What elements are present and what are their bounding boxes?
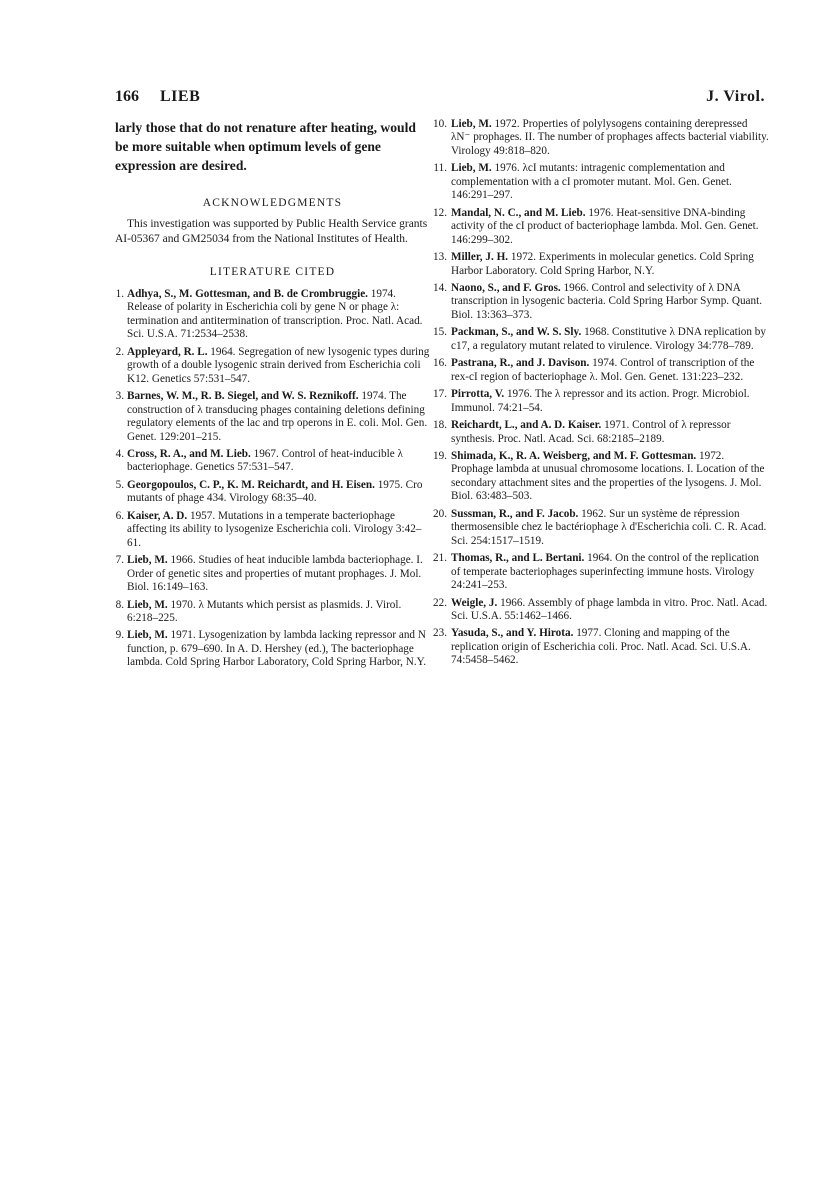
acknowledgments-heading: ACKNOWLEDGMENTS — [202, 197, 343, 209]
reference-authors: Sussman, R., and F. Jacob. — [451, 507, 579, 520]
reference-number: 16. — [433, 357, 447, 370]
journal-name: J. Virol. — [706, 88, 765, 105]
reference-details: 1972. Prophage lambda at unusual chromosome locations. I. Location of the secondary attachment sites and the properties of the lysogens. J. Mol. Biol. 63:483–503. — [451, 449, 765, 503]
reference-number: 10. — [433, 118, 447, 130]
reference-authors: Reichardt, L., and A. D. Kaiser. — [451, 419, 602, 432]
reference-details: 1966. Control and selectivity of λ DNA transcription in lysogenic bacteria. Cold Spring Harbor Symp. Quant. Biol. 13:363–373. — [451, 281, 763, 321]
reference-number: 12. — [433, 206, 447, 219]
reference-details: 1957. Mutations in a temperate bacteriophage affecting its ability to lysogenize Escherichia coli. Virology 3:42–61. — [127, 509, 422, 549]
reference-item — [433, 596, 769, 624]
reference-authors: Mandal, N. C., and M. Lieb. — [451, 206, 586, 219]
reference-item — [433, 552, 769, 592]
reference-authors: Pirrotta, V. — [451, 388, 505, 401]
reference-details: 1964. Segregation of new lysogenic types during growth of a double lysogenic strain derived from Escherichia coli K12. Genetics 57:531–547. — [127, 345, 430, 385]
reference-item — [115, 288, 430, 342]
reference-details: 1968. Constitutive λ DNA replication by c17, a regulatory mutant related to virulence. Virology 34:778–789. — [451, 326, 766, 352]
reference-authors: Lieb, M. — [127, 629, 168, 642]
reference-number: 20. — [433, 507, 447, 520]
reference-details: 1976. Heat-sensitive DNA-binding activity of the cI product of bacteriophage lambda. Mol. Gen. Genet. 146:299–302. — [451, 206, 759, 246]
reference-authors: Yasuda, S., and Y. Hirota. — [451, 627, 574, 640]
reference-authors: Adhya, S., M. Gottesman, and B. de Crombruggie. — [127, 288, 368, 300]
reference-number: 9. — [115, 629, 124, 642]
reference-authors: Lieb, M. — [451, 162, 492, 175]
reference-number: 17. — [433, 388, 447, 401]
reference-details: 1967. Control of heat-inducible λ bacteriophage. Genetics 57:531–547. — [127, 447, 403, 474]
reference-details: 1966. Assembly of phage lambda in vitro. Proc. Natl. Acad. Sci. U.S.A. 55:1462–1466. — [451, 596, 768, 622]
reference-number: 4. — [115, 447, 124, 460]
reference-authors: Thomas, R., and L. Bertani. — [451, 552, 585, 565]
reference-number: 5. — [115, 478, 124, 491]
reference-number: 11. — [433, 162, 447, 175]
reference-details: 1962. Sur un système de répression thermosensible chez le bactériophage λ d'Escherichia coli. C. R. Acad. Sci. 254:1517–1519. — [451, 507, 767, 547]
reference-number: 2. — [115, 345, 124, 358]
reference-authors: Packman, S., and W. S. Sly. — [451, 326, 582, 339]
reference-number: 3. — [115, 390, 124, 403]
reference-item — [115, 346, 430, 386]
reference-authors: Pastrana, R., and J. Davison. — [451, 357, 590, 370]
reference-details: 1974. Control of transcription of the rex-cI region of bacteriophage λ. Mol. Gen. Genet. 131:223–232. — [451, 357, 755, 383]
reference-authors: Georgopoulos, C. P., K. M. Reichardt, and H. Eisen. — [127, 478, 375, 491]
running-author: LIEB — [160, 88, 201, 105]
page-header — [115, 88, 765, 112]
reference-details: 1976. The λ repressor and its action. Progr. Microbiol. Immunol. 74:21–54. — [451, 388, 750, 414]
reference-item — [433, 281, 769, 322]
reference-authors: Appleyard, R. L. — [127, 345, 208, 358]
reference-details: 1974. The construction of λ transducing phages containing deletions defining regulatory elements of the lac and trp operons in E. coli. Mol. Gen. Genet. 129:201–215. — [127, 390, 428, 443]
reference-details: 1972. Properties of polylysogens containing derepressed λN⁻ prophages. II. The number of prophages affects bacterial viability. Virology 49:818–820. — [451, 118, 769, 157]
page-number: 166 — [115, 88, 139, 105]
acknowledgments-text: This investigation was supported by Public Health Service grants AI-05367 and GM25034 from the National Institutes of Health. — [115, 218, 428, 245]
reference-details: 1970. λ Mutants which persist as plasmids. J. Virol. 6:218–225. — [127, 598, 402, 624]
reference-item — [433, 507, 769, 548]
reference-authors: Barnes, W. M., R. B. Siegel, and W. S. Reznikoff. — [127, 390, 359, 403]
reference-number: 21. — [433, 552, 447, 565]
literature-heading: LITERATURE CITED — [209, 266, 336, 278]
reference-authors: Kaiser, A. D. — [127, 509, 188, 522]
reference-number: 22. — [433, 596, 447, 609]
reference-number: 1. — [115, 288, 124, 300]
reference-details: 1971. Lysogenization by lambda lacking repressor and N function, p. 679–690. In A. D. Hershey (ed.), The bacteriophage lambda. Cold Spring Harbor Laboratory, Cold Spring Harbor, N.Y. — [127, 629, 427, 669]
reference-item — [433, 326, 769, 353]
left-column — [115, 118, 430, 674]
reference-number: 18. — [433, 419, 447, 432]
reference-number: 7. — [115, 554, 124, 567]
reference-item — [115, 629, 430, 669]
reference-item — [433, 388, 769, 415]
reference-authors: Lieb, M. — [127, 598, 168, 611]
reference-number: 14. — [433, 281, 447, 294]
reference-number: 23. — [433, 627, 447, 640]
reference-item — [433, 118, 769, 158]
reference-details: 1971. Control of λ repressor synthesis. Proc. Natl. Acad. Sci. 68:2185–2189. — [451, 419, 731, 445]
reference-number: 15. — [433, 326, 447, 339]
reference-list-right — [433, 118, 769, 668]
reference-details: 1972. Experiments in molecular genetics. Cold Spring Harbor Laboratory. Cold Spring Harbor, N.Y. — [451, 251, 754, 277]
reference-item — [433, 206, 769, 247]
reference-details: 1977. Cloning and mapping of the replication origin of Escherichia coli. Proc. Natl. Acad. Sci. U.S.A. 74:5458–5462. — [451, 627, 751, 667]
reference-item — [433, 357, 769, 384]
reference-authors: Lieb, M. — [127, 554, 168, 567]
reference-item — [115, 448, 430, 475]
reference-item — [115, 554, 430, 594]
reference-details: 1976. λcI mutants: intragenic complementation and complementation with a cI promoter mutant. Mol. Gen. Genet. 146:291–297. — [451, 162, 732, 202]
reference-details: 1964. On the control of the replication of temperate bacteriophages superinfecting immune hosts. Virology 24:241–253. — [451, 552, 759, 592]
reference-number: 19. — [433, 449, 447, 462]
reference-item — [115, 479, 430, 506]
reference-authors: Cross, R. A., and M. Lieb. — [127, 447, 251, 460]
reference-details: 1966. Studies of heat inducible lambda bacteriophage. I. Order of genetic sites and properties of mutant prophages. J. Mol. Biol. 16:149–163. — [127, 554, 423, 594]
reference-details: 1974. Release of polarity in Escherichia coli by gene N or phage λ: termination and antitermination of transcription. Proc. Natl. Acad. Sci. U.S.A. 71:2534–2538. — [127, 288, 423, 341]
reference-list-left — [115, 288, 430, 670]
reference-item — [433, 449, 769, 504]
reference-number: 8. — [115, 598, 124, 611]
reference-item — [433, 251, 769, 278]
reference-authors: Miller, J. H. — [451, 251, 509, 264]
reference-number: 13. — [433, 251, 447, 264]
reference-authors: Naono, S., and F. Gros. — [451, 281, 561, 294]
intro-paragraph: larly those that do not renature after heating, would be more suitable when optimum levels of gene expression are desired. — [115, 120, 416, 173]
reference-item — [433, 627, 769, 667]
reference-number: 6. — [115, 509, 124, 522]
reference-authors: Weigle, J. — [451, 596, 498, 609]
right-column — [433, 118, 769, 672]
reference-authors: Shimada, K., R. A. Weisberg, and M. F. Gottesman. — [451, 449, 697, 462]
reference-item — [433, 162, 769, 202]
reference-authors: Lieb, M. — [451, 118, 492, 130]
reference-item — [433, 419, 769, 446]
reference-item — [115, 599, 430, 626]
reference-item — [115, 510, 430, 550]
reference-item — [115, 390, 430, 444]
reference-details: 1975. Cro mutants of phage 434. Virology 68:35–40. — [127, 478, 423, 505]
